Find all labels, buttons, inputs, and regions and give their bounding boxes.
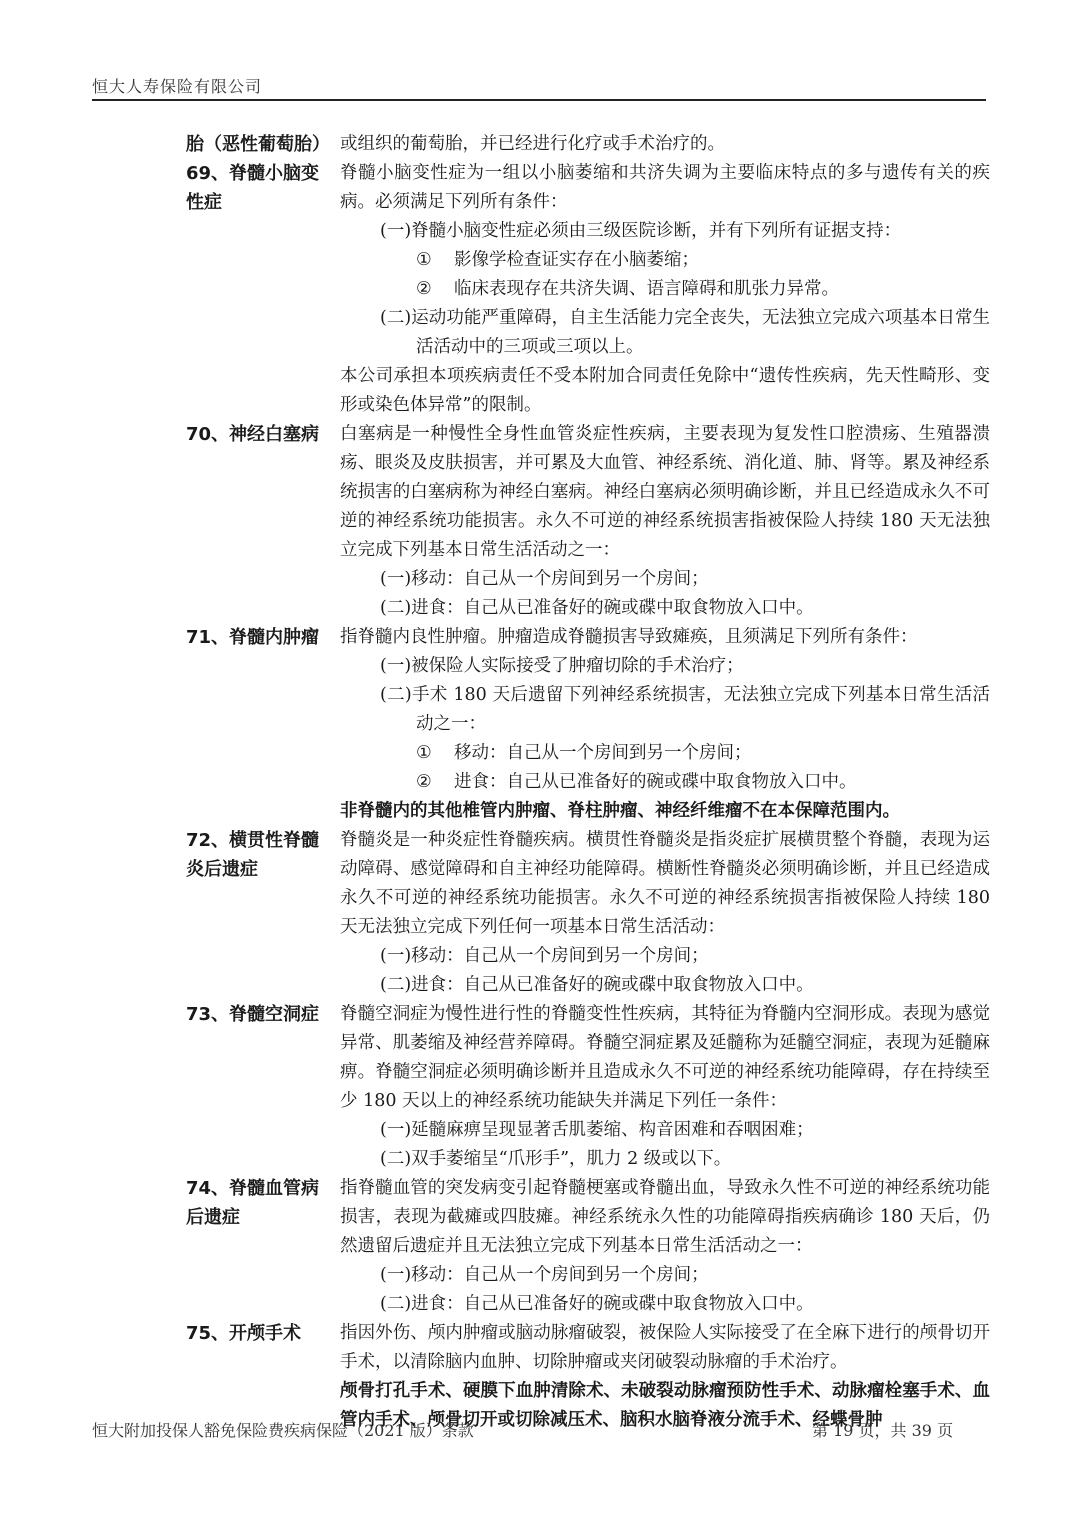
clause-body: [340, 623, 990, 826]
clause-term: 73、脊髓空洞症: [186, 1004, 320, 1025]
header-rule: [92, 99, 986, 101]
condition-item: (二)运动功能严重障碍，自主生活能力完全丧失，无法独立完成六项基本日常生活活动中的三项或三项以上。: [380, 308, 990, 357]
clause-term: 75、开颅手术: [186, 1323, 302, 1344]
item-text: 移动：自己从一个房间到另一个房间；: [454, 743, 752, 763]
clause-entry: [0, 826, 1080, 1000]
exclusion-note: 非脊髓内的其他椎管内肿瘤、脊柱肿瘤、神经纤维瘤不在本保障范围内。: [340, 801, 900, 821]
item-marker: ①: [416, 743, 432, 763]
clause-term: 70、神经白塞病: [186, 424, 320, 445]
clause-body: [340, 130, 990, 159]
item-marker: ②: [416, 772, 432, 792]
condition-item: (二)进食：自己从已准备好的碗或碟中取食物放入口中。: [380, 1294, 814, 1314]
clause-paragraph: 指脊髓血管的突发病变引起脊髓梗塞或脊髓出血，导致永久性不可逆的神经系统功能损害，表现为截瘫或四肢瘫。神经系统永久性的功能障碍指疾病确诊 180 天后，仍然遗留后遗症并且无法独立完成下列基本日常生活活动之一：: [340, 1178, 990, 1256]
condition-item: (二)进食：自己从已准备好的碗或碟中取食物放入口中。: [380, 598, 814, 618]
footer-page-number: 第 19 页，共 39 页: [812, 1421, 954, 1440]
sub-condition-item: [340, 246, 990, 275]
clause-term: 72、横贯性脊髓炎后遗症: [186, 830, 320, 880]
condition-item: (一)脊髓小脑变性症必须由三级医院诊断，并有下列所有证据支持：: [380, 221, 902, 241]
sub-condition-item: [340, 768, 990, 797]
clause-term: 74、脊髓血管病后遗症: [186, 1178, 320, 1228]
exclusion-note: 颅骨打孔手术、硬膜下血肿清除术、未破裂动脉瘤预防性手术、动脉瘤栓塞手术、血管内手术、颅骨切开或切除减压术、脑积水脑脊液分流手术、经蝶骨肿: [340, 1381, 990, 1430]
clause-entry: [0, 130, 1080, 159]
footer-title: 恒大附加投保人豁免保险费疾病保险（2021 版）条款: [92, 1421, 474, 1440]
condition-item: (二)双手萎缩呈“爪形手”，肌力 2 级或以下。: [380, 1149, 732, 1169]
clause-term: 胎（恶性葡萄胎）: [186, 134, 330, 155]
clause-paragraph: 脊髓炎是一种炎症性脊髓疾病。横贯性脊髓炎是指炎症扩展横贯整个脊髓，表现为运动障碍、感觉障碍和自主神经功能障碍。横断性脊髓炎必须明确诊断，并且已经造成永久不可逆的神经系统功能损害。永久不可逆的神经系统损害指被保险人持续 180 天无法独立完成下列任何一项基本日常生活活动：: [340, 830, 990, 937]
item-marker: ②: [416, 279, 432, 299]
condition-item: (一)被保险人实际接受了肿瘤切除的手术治疗；: [380, 656, 744, 676]
company-header: 恒大人寿保险有限公司: [92, 77, 263, 96]
sub-condition-item: [340, 739, 990, 768]
clause-entry: [0, 1000, 1080, 1174]
condition-item: (一)移动：自己从一个房间到另一个房间；: [380, 569, 709, 589]
clause-entry: [0, 420, 1080, 623]
sub-condition-item: [340, 275, 990, 304]
condition-item: (二)手术 180 天后遗留下列神经系统损害，无法独立完成下列基本日常生活活动之一：: [380, 685, 990, 734]
condition-item: (一)移动：自己从一个房间到另一个房间；: [380, 946, 709, 966]
clause-entry: [0, 1174, 1080, 1319]
clause-paragraph: 指脊髓内良性肿瘤。肿瘤造成脊髓损害导致瘫痪，且须满足下列所有条件：: [340, 627, 918, 647]
clause-paragraph: 或组织的葡萄胎，并已经进行化疗或手术治疗的。: [340, 134, 725, 154]
clause-paragraph: 脊髓小脑变性症为一组以小脑萎缩和共济失调为主要临床特点的多与遗传有关的疾病。必须满足下列所有条件：: [340, 163, 990, 212]
clause-body: [340, 420, 990, 623]
clause-paragraph: 指因外伤、颅内肿瘤或脑动脉瘤破裂，被保险人实际接受了在全麻下进行的颅骨切开手术，以清除脑内血肿、切除肿瘤或夹闭破裂动脉瘤的手术治疗。: [340, 1323, 990, 1372]
item-text: 进食：自己从已准备好的碗或碟中取食物放入口中。: [454, 772, 857, 792]
item-text: 临床表现存在共济失调、语言障碍和肌张力异常。: [454, 279, 839, 299]
clause-body: [340, 826, 990, 1000]
condition-item: (二)进食：自己从已准备好的碗或碟中取食物放入口中。: [380, 975, 814, 995]
item-text: 影像学检查证实存在小脑萎缩；: [454, 250, 699, 270]
item-marker: ①: [416, 250, 432, 270]
clause-term: 69、脊髓小脑变性症: [186, 163, 320, 213]
clause-paragraph: 脊髓空洞症为慢性进行性的脊髓变性性疾病，其特征为脊髓内空洞形成。表现为感觉异常、肌萎缩及神经营养障碍。脊髓空洞症累及延髓称为延髓空洞症，表现为延髓麻痹。脊髓空洞症必须明确诊断并且造成永久不可逆的神经系统功能障碍，存在持续至少 180 天以上的神经系统功能缺失并满足下列任一条件：: [340, 1004, 990, 1111]
clause-entry: [0, 623, 1080, 826]
clause-term: 71、脊髓内肿瘤: [186, 627, 320, 648]
clause-body: [340, 159, 990, 420]
clause-entry: [0, 159, 1080, 420]
clause-paragraph: 本公司承担本项疾病责任不受本附加合同责任免除中“遗传性疾病，先天性畸形、变形或染色体异常”的限制。: [340, 366, 990, 415]
clause-paragraph: 白塞病是一种慢性全身性血管炎症性疾病，主要表现为复发性口腔溃疡、生殖器溃疡、眼炎及皮肤损害，并可累及大血管、神经系统、消化道、肺、肾等。累及神经系统损害的白塞病称为神经白塞病。神经白塞病必须明确诊断，并且已经造成永久不可逆的神经系统功能损害。永久不可逆的神经系统损害指被保险人持续 180 天无法独立完成下列基本日常生活活动之一：: [340, 424, 990, 560]
clause-content: [0, 130, 1080, 1435]
clause-body: [340, 1000, 990, 1174]
condition-item: (一)延髓麻痹呈现显著舌肌萎缩、构音困难和吞咽困难；: [380, 1120, 814, 1140]
clause-body: [340, 1174, 990, 1319]
condition-item: (一)移动：自己从一个房间到另一个房间；: [380, 1265, 709, 1285]
